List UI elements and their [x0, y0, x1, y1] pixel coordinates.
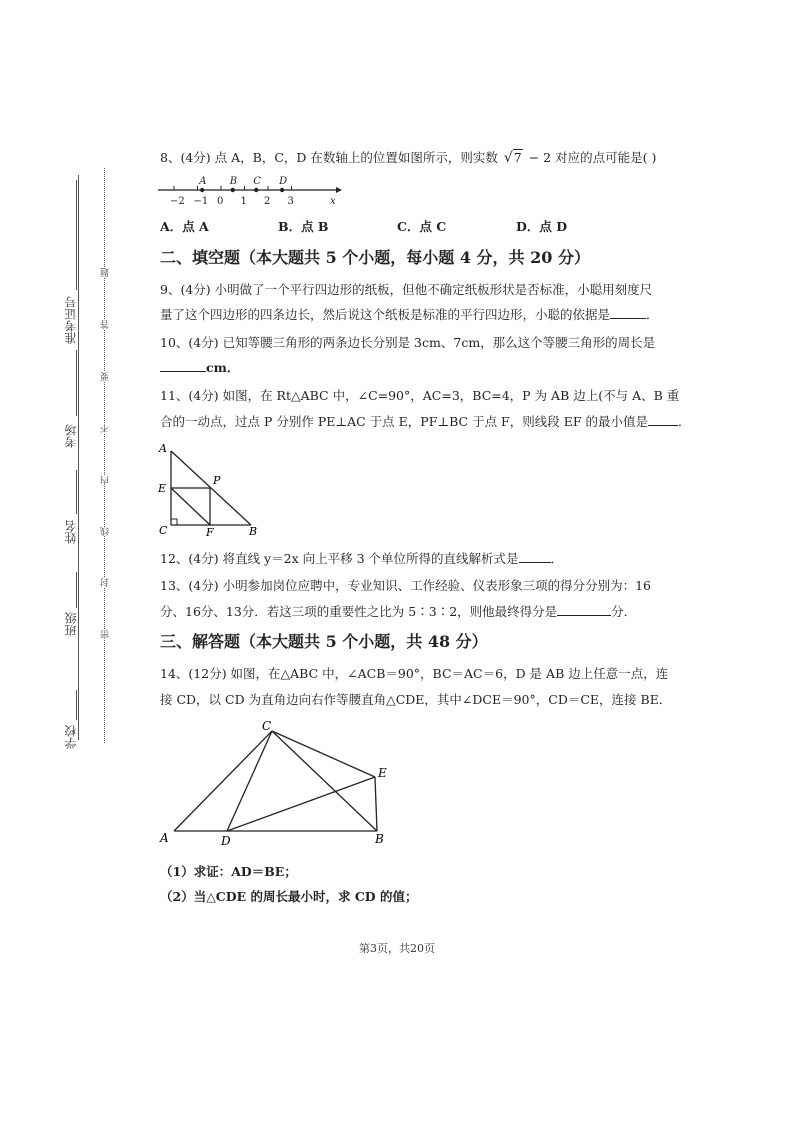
section-title-solution: 三、解答题（本大题共 5 个小题，共 48 分）: [160, 632, 488, 651]
number-line-tick-label: −2: [170, 196, 185, 207]
number-line-figure: [150, 170, 350, 210]
question-14-line-2: 接 CD，以 CD 为直角边向右作等腰直角△CDE，其中∠DCE＝90°，CD＝CE，连接 BE．: [160, 692, 672, 707]
question-13-line-2: [160, 602, 636, 620]
q14-triangle-figure: [155, 718, 400, 848]
margin-solid-line: [78, 175, 79, 740]
answer-blank: [519, 551, 551, 563]
question-11-line-1: 11、(4分) 如图，在 Rt△ABC 中，∠C=90°，AC=3，BC=4，P 为 AB 边上(不与 A、B 重: [160, 388, 680, 403]
label-e: E: [158, 482, 167, 495]
number-line: [158, 176, 342, 207]
seal-char: 要: [101, 372, 111, 381]
label-a: A: [159, 442, 167, 455]
question-14-part-2: （2）当△CDE 的周长最小时，求 CD 的值；: [160, 889, 418, 904]
seal-char: 密: [101, 630, 111, 639]
label-c: C: [159, 524, 168, 537]
field-line-exam-number: [76, 180, 77, 290]
q8-text-before: 8、(4分) 点 A，B，C，D 在数轴上的位置如图所示，则实数: [160, 150, 498, 165]
number-line-tick-label: 1: [240, 196, 247, 207]
question-13-line-1: 13、(4分) 小明参加岗位应聘中，专业知识、工作经验、仪表形象三项的得分分别为：16: [160, 578, 651, 593]
seal-char: 不: [101, 424, 111, 433]
segment-cd: [227, 731, 272, 831]
number-line-axis-label: x: [330, 196, 336, 207]
field-line-name: [76, 470, 77, 514]
right-angle-mark: [171, 519, 177, 525]
number-line-point: [280, 188, 284, 192]
label-p: P: [213, 474, 221, 487]
q11-end: ．: [677, 414, 691, 429]
question-12: [160, 549, 563, 567]
q13-text: 分、16分、13分．若这三项的重要性之比为 5∶3∶2，则他最终得分是: [160, 604, 558, 619]
label-d: D: [221, 834, 231, 848]
q9-end: ．: [646, 307, 659, 322]
seal-char: 内: [101, 476, 111, 485]
question-8: [160, 148, 656, 166]
field-line-school: [76, 690, 77, 720]
q12-text: 12、(4分) 将直线 y＝2x 向上平移 3 个单位所得的直线解析式是: [160, 551, 519, 566]
question-9-line-2: [160, 305, 659, 323]
number-line-tick-label: 3: [287, 196, 294, 207]
number-line-point-label: D: [279, 176, 288, 187]
number-line-point: [231, 188, 235, 192]
q11-triangle-figure: [156, 440, 266, 538]
number-line-tick-label: 2: [264, 196, 271, 207]
seal-char: 线: [101, 527, 111, 536]
page-number: 第3页，共20页: [359, 942, 435, 955]
segment-ac: [174, 731, 272, 831]
number-line-point-label: C: [253, 176, 261, 187]
label-b: B: [249, 525, 258, 538]
q11-text: 合的一动点，过点 P 分别作 PE⊥AC 于点 E，PF⊥BC 于点 F，则线段 EF 的最小值是: [160, 414, 648, 429]
label-c: C: [262, 719, 272, 733]
label-b: B: [375, 832, 384, 846]
field-label-school: 学校: [64, 725, 78, 749]
label-e: E: [378, 766, 387, 780]
q10-unit: cm．: [206, 360, 240, 375]
seal-char: 封: [101, 578, 111, 587]
label-f: F: [206, 526, 214, 538]
number-line-arrow: [336, 187, 342, 193]
label-a: A: [160, 831, 169, 845]
section-title-fill-in: 二、填空题（本大题共 5 个小题，每小题 4 分，共 20 分）: [160, 248, 590, 267]
q8-option-b: B．点 B: [278, 219, 329, 234]
seal-char: 答: [101, 320, 111, 329]
answer-blank: [557, 604, 611, 616]
q8-option-a: A．点 A: [160, 219, 209, 234]
question-14-part-1: （1）求证：AD＝BE；: [160, 864, 297, 879]
seal-dotted-line: [104, 168, 105, 743]
question-11-line-2: [160, 412, 691, 430]
segment-be: [375, 777, 377, 831]
field-label-class: 班级: [64, 612, 78, 636]
field-label-exam-number: 准考证号: [64, 296, 78, 344]
segment-de: [227, 777, 375, 831]
number-line-point: [254, 188, 258, 192]
number-line-tick-label: −1: [193, 196, 209, 207]
segment-ce: [272, 731, 375, 777]
number-line-point-label: B: [229, 176, 238, 187]
answer-blank: [648, 414, 678, 426]
q12-end: ．: [550, 551, 564, 566]
q8-text-after: − 2 对应的点可能是( ): [528, 150, 657, 165]
field-line-class: [76, 572, 77, 608]
number-line-tick-label: 0: [217, 196, 224, 207]
q8-option-c: C．点 C: [397, 219, 447, 234]
answer-blank: [160, 360, 206, 372]
q9-text: 量了这个四边形的四条边长，然后说这个纸板是标准的平行四边形，小聪的依据是: [160, 307, 611, 322]
number-line-point-label: A: [199, 176, 207, 187]
question-10-line-1: 10、(4分) 已知等腰三角形的两条边长分别是 3cm、7cm，那么这个等腰三角形的周长是: [160, 335, 656, 350]
sqrt-expression: [504, 150, 523, 166]
number-line-point: [200, 188, 204, 192]
field-line-exam-room: [76, 350, 77, 416]
field-label-name: 姓名: [64, 520, 78, 544]
field-label-exam-room: 考场: [64, 424, 78, 448]
segment-cb: [272, 731, 377, 831]
seal-char: 题: [101, 268, 111, 277]
sqrt-radicand: 7: [513, 150, 522, 165]
q8-option-d: D．点 D: [516, 219, 568, 234]
question-9-line-1: 9、(4分) 小明做了一个平行四边形的纸板，但他不确定纸板形状是否标准，小聪用刻度尺: [160, 282, 653, 297]
q13-end: 分．: [611, 604, 637, 619]
question-10-line-2: [160, 358, 239, 376]
question-14-line-1: 14、(12分) 如图，在△ABC 中，∠ACB＝90°，BC＝AC＝6，D 是 AB 边上任意一点，连: [160, 666, 669, 681]
sqrt-sign: √: [503, 150, 513, 166]
answer-blank: [610, 307, 646, 319]
